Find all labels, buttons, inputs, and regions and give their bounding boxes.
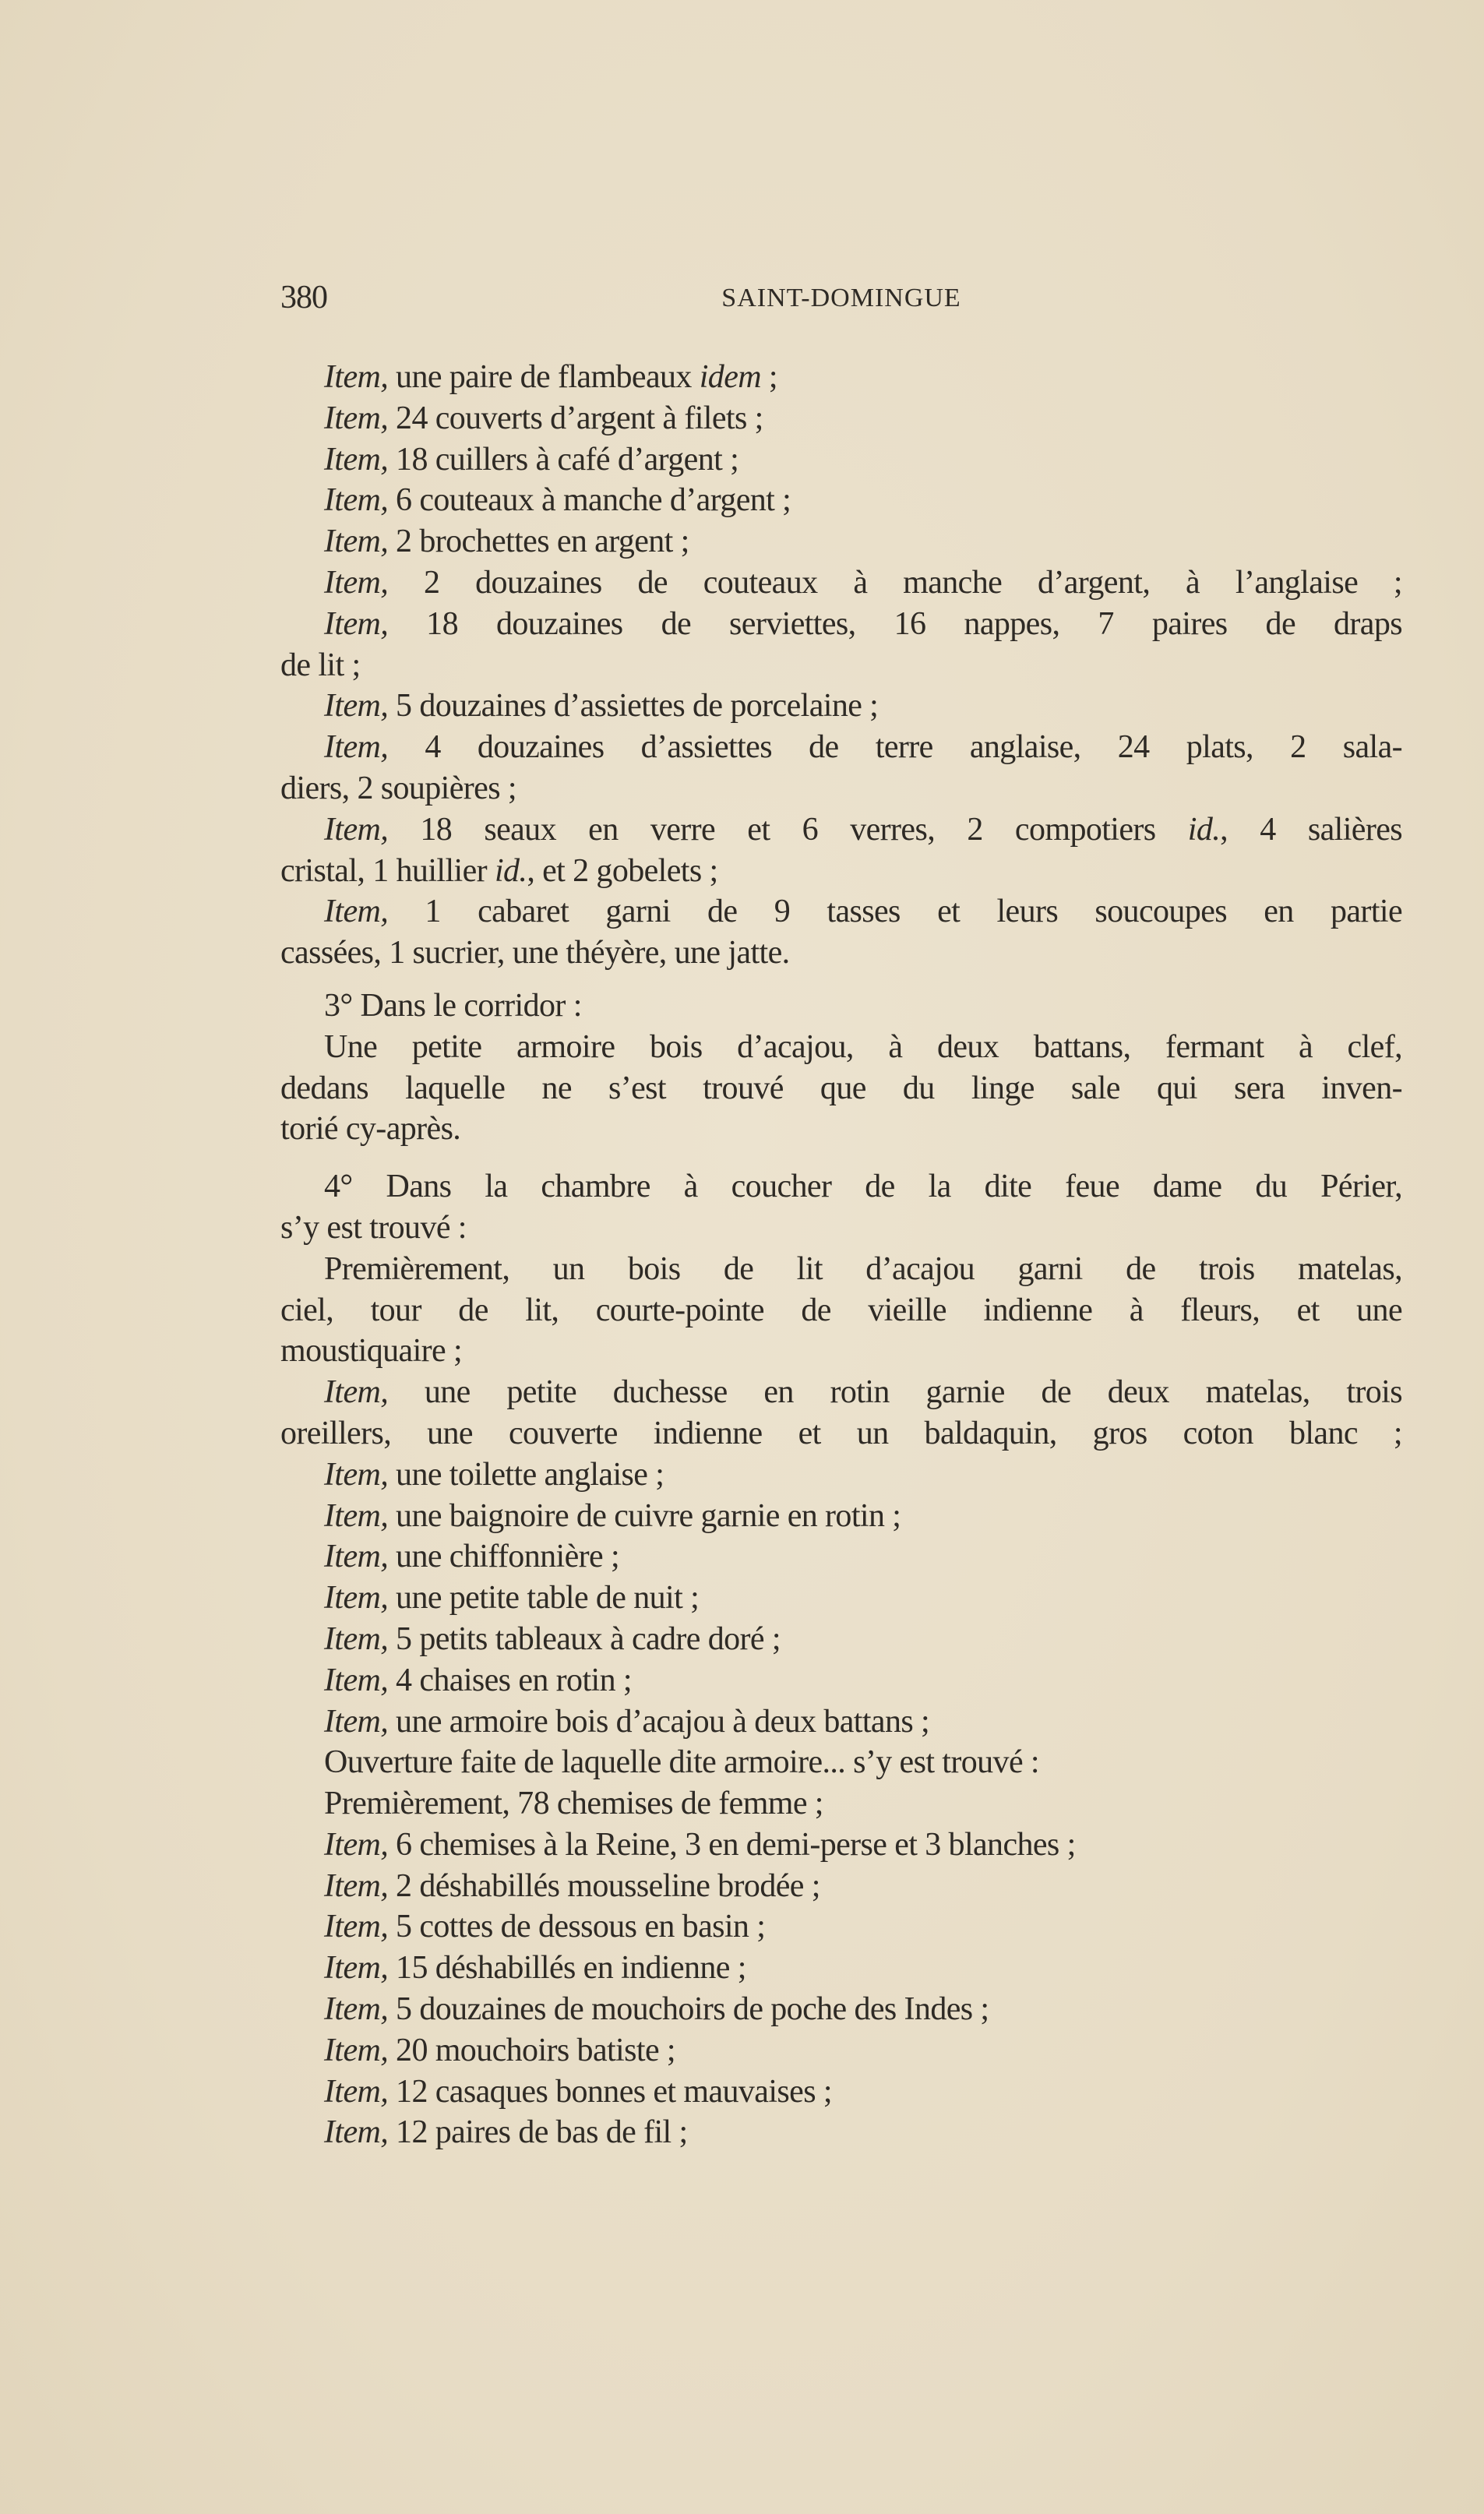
text-line — [280, 480, 1402, 521]
italic-text: Item, — [324, 1909, 389, 1945]
text-line — [280, 1413, 1402, 1454]
italic-text: Item, — [324, 605, 389, 642]
text-line — [280, 357, 1402, 398]
text-segment: 12 casaques bonnes et mauvaises ; — [388, 2073, 832, 2110]
text-line — [280, 398, 1402, 439]
text-segment: dedans laquelle ne s’est trouvé que du linge sale qui sera inven- — [280, 1070, 1402, 1106]
text-segment: 2 déshabillés mousseline brodée ; — [388, 1867, 820, 1904]
italic-text: Item, — [324, 2032, 389, 2068]
italic-text: Item, — [324, 729, 389, 766]
text-line — [280, 2071, 1402, 2113]
text-line — [280, 2112, 1402, 2153]
text-line — [280, 1372, 1402, 1413]
italic-text: Item, — [324, 811, 389, 848]
text-segment: 5 petits tableaux à cadre doré ; — [388, 1620, 781, 1657]
text-segment: Ouverture faite de laquelle dite armoire... s’y est trouvé : — [324, 1744, 1039, 1781]
text-segment: Une petite armoire bois d’acajou, à deux battans, fermant à clef, — [324, 1028, 1402, 1065]
italic-text: Item, — [324, 2114, 389, 2151]
italic-text: Item, — [324, 400, 389, 436]
italic-text: Item, — [324, 1991, 389, 2028]
text-segment: 24 couverts d’argent à filets ; — [388, 400, 763, 436]
page-body-text — [280, 357, 1402, 2153]
text-line — [280, 1742, 1402, 1783]
text-line — [280, 933, 1402, 974]
text-segment: Premièrement, un bois de lit d’acajou garni de trois matelas, — [324, 1250, 1402, 1287]
italic-text: Item, — [324, 441, 389, 478]
italic-text: Item, — [324, 1662, 389, 1698]
text-segment: une toilette anglaise ; — [388, 1456, 664, 1493]
page-number: 380 — [280, 280, 327, 316]
text-line — [280, 604, 1402, 645]
text-segment: 6 couteaux à manche d’argent ; — [388, 482, 791, 519]
text-segment: , et 2 gobelets ; — [527, 852, 718, 889]
text-segment: 15 déshabillés en indienne ; — [388, 1950, 746, 1987]
italic-text: Item, — [324, 1867, 389, 1904]
text-line — [280, 727, 1402, 768]
italic-text: Item, — [324, 524, 389, 560]
text-line — [280, 1578, 1402, 1619]
text-line — [280, 851, 1402, 892]
text-segment: 18 seaux en verre et 6 verres, 2 compotiers — [388, 811, 1188, 848]
italic-text: Item, — [324, 1580, 389, 1617]
text-segment: une petite table de nuit ; — [388, 1580, 700, 1617]
text-segment: 3° Dans le corridor : — [324, 987, 582, 1024]
text-line — [280, 1208, 1402, 1249]
text-segment: oreillers, une couverte indienne et un baldaquin, gros coton blanc ; — [280, 1415, 1402, 1451]
italic-text: Item, — [324, 688, 389, 725]
text-segment: 18 cuillers à café d’argent ; — [388, 441, 739, 478]
text-segment: ciel, tour de lit, courte-pointe de vieille indienne à fleurs, et une — [280, 1292, 1402, 1328]
text-line — [280, 1249, 1402, 1290]
text-segment: une chiffonnière ; — [388, 1539, 620, 1575]
text-line — [280, 1290, 1402, 1331]
text-segment: 20 mouchoirs batiste ; — [388, 2032, 675, 2068]
text-segment: 4 chaises en rotin ; — [388, 1662, 632, 1698]
text-line — [280, 1866, 1402, 1907]
text-line — [280, 1619, 1402, 1660]
text-line — [280, 768, 1402, 809]
text-line — [280, 1454, 1402, 1496]
text-segment: 1 cabaret garni de 9 tasses et leurs soucoupes en partie — [388, 894, 1402, 930]
text-segment: s’y est trouvé : — [280, 1209, 467, 1246]
text-segment: Premièrement, 78 chemises de femme ; — [324, 1786, 823, 1822]
text-segment: 2 douzaines de couteaux à manche d’argent, à l’anglaise ; — [388, 564, 1402, 601]
text-segment: 5 cottes de dessous en basin ; — [388, 1909, 766, 1945]
text-segment: moustiquaire ; — [280, 1333, 463, 1370]
text-line — [280, 1701, 1402, 1743]
italic-text: Item, — [324, 2073, 389, 2110]
text-line — [280, 1948, 1402, 1989]
text-line — [280, 1536, 1402, 1578]
text-line — [280, 1331, 1402, 1372]
text-segment: 12 paires de bas de fil ; — [388, 2114, 688, 2151]
text-segment: cassées, 1 sucrier, une théyère, une jatte. — [280, 935, 790, 971]
italic-text: Item, — [324, 1826, 389, 1863]
text-line — [280, 439, 1402, 481]
text-line — [280, 686, 1402, 727]
text-segment: 5 douzaines de mouchoirs de poche des Indes ; — [388, 1991, 989, 2028]
text-line — [280, 1906, 1402, 1948]
italic-text: Item, — [324, 1539, 389, 1575]
text-segment: 18 douzaines de serviettes, 16 nappes, 7 paires de draps — [388, 605, 1402, 642]
text-line — [280, 1783, 1402, 1825]
text-line — [280, 1109, 1402, 1150]
text-segment: une petite duchesse en rotin garnie de deux matelas, trois — [388, 1374, 1402, 1411]
text-segment: une baignoire de cuivre garnie en rotin ; — [388, 1497, 901, 1534]
text-line — [280, 1166, 1402, 1208]
text-segment: 4° Dans la chambre à coucher de la dite feue dame du Périer, — [324, 1169, 1402, 1205]
text-line — [280, 1027, 1402, 1068]
text-segment: , 4 salières — [1220, 811, 1402, 848]
text-segment: 4 douzaines d’assiettes de terre anglaise, 24 plats, 2 sala- — [388, 729, 1402, 766]
italic-text: Item, — [324, 1620, 389, 1657]
text-segment: diers, 2 soupières ; — [280, 770, 516, 806]
text-line — [280, 1825, 1402, 1866]
text-segment: cristal, 1 huillier — [280, 852, 495, 889]
italic-text: Item, — [324, 1374, 389, 1411]
text-line — [280, 521, 1402, 562]
text-segment: de lit ; — [280, 647, 361, 683]
text-segment: 5 douzaines d’assiettes de porcelaine ; — [388, 688, 879, 725]
text-segment: 6 chemises à la Reine, 3 en demi-perse et 3 blanches ; — [388, 1826, 1076, 1863]
text-segment: une armoire bois d’acajou à deux battans ; — [388, 1703, 930, 1740]
italic-text: Item, — [324, 359, 389, 395]
text-line — [280, 1068, 1402, 1109]
italic-text: id. — [494, 852, 527, 889]
text-segment: une paire de flambeaux — [388, 359, 700, 395]
text-line — [280, 891, 1402, 933]
italic-text: Item, — [324, 894, 389, 930]
italic-text: Item, — [324, 1950, 389, 1987]
text-segment: torié cy-après. — [280, 1111, 461, 1148]
italic-text: Item, — [324, 482, 389, 519]
text-line — [280, 1496, 1402, 1537]
italic-text: Item, — [324, 1456, 389, 1493]
running-title: SAINT-DOMINGUE — [721, 284, 961, 312]
text-line — [280, 986, 1402, 1027]
text-segment: 2 brochettes en argent ; — [388, 524, 689, 560]
text-line — [280, 1660, 1402, 1701]
text-line — [280, 2030, 1402, 2071]
italic-text: Item, — [324, 564, 389, 601]
italic-text: id. — [1187, 811, 1221, 848]
italic-text: Item, — [324, 1703, 389, 1740]
text-line — [280, 645, 1402, 686]
text-segment: ; — [760, 359, 777, 395]
italic-text: idem — [699, 359, 761, 395]
text-line — [280, 809, 1402, 851]
text-line — [280, 562, 1402, 604]
text-line — [280, 1989, 1402, 2030]
italic-text: Item, — [324, 1497, 389, 1534]
page-header — [280, 279, 1402, 318]
